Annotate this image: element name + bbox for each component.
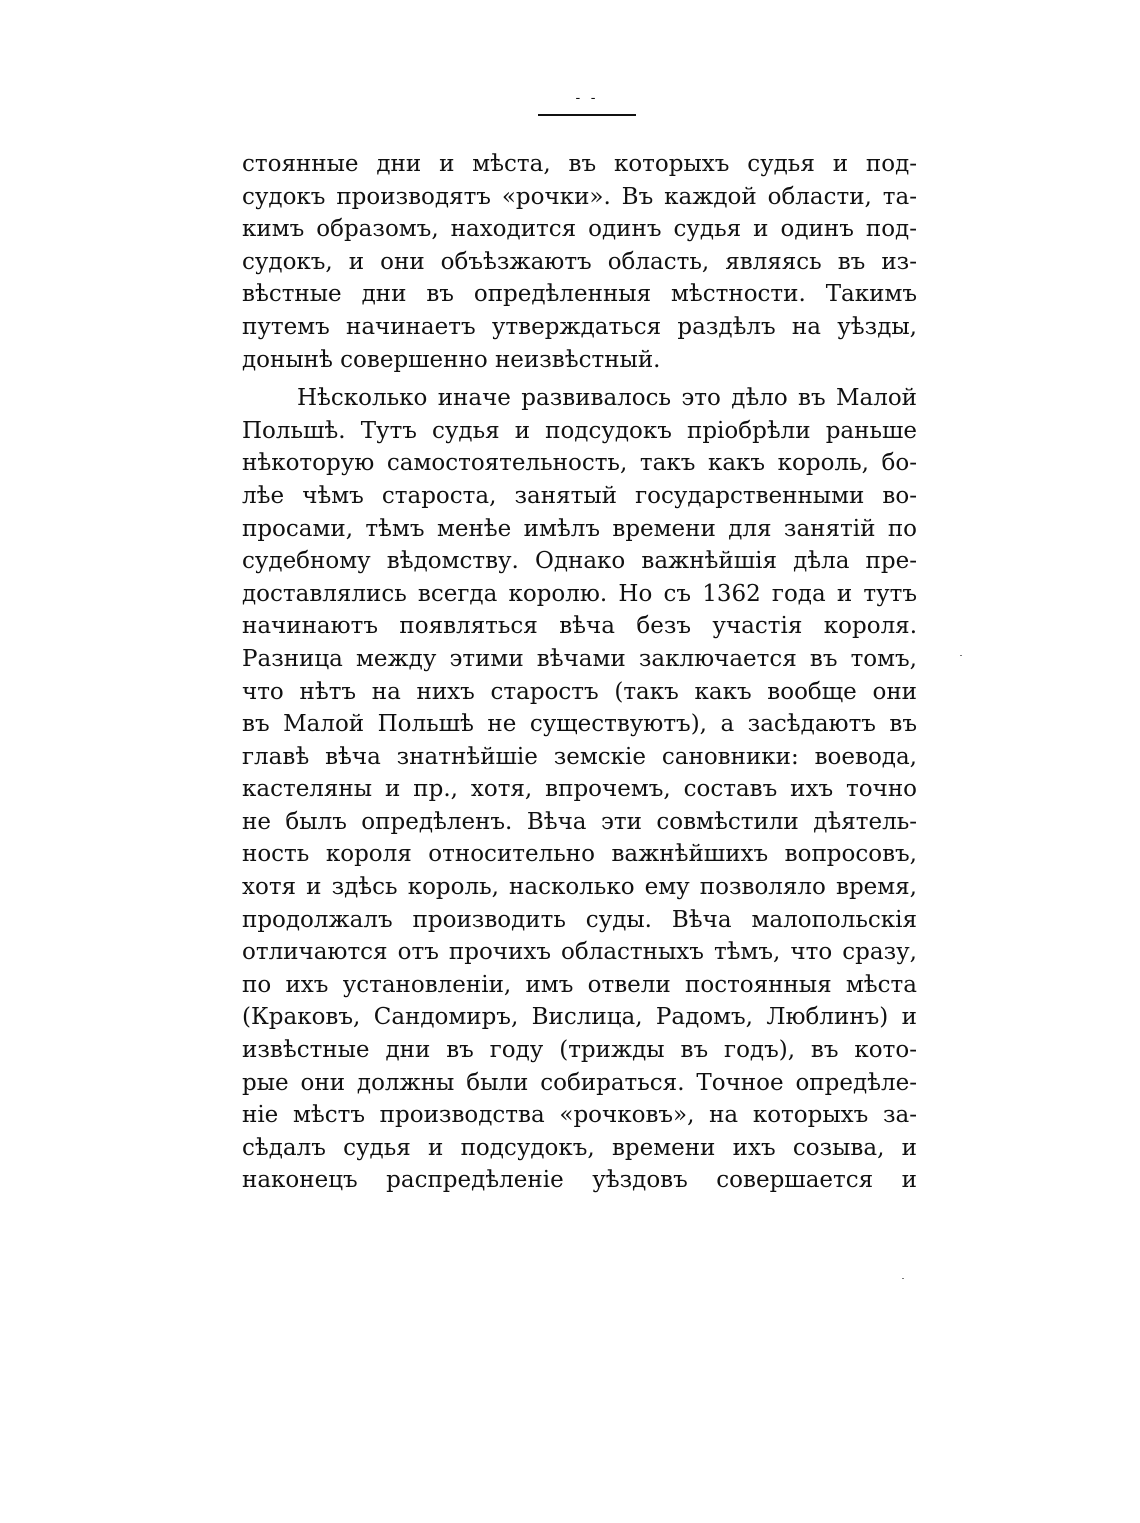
text-line: въ Малой Польшѣ не существуютъ), а засѣдаютъ въ <box>242 711 917 738</box>
text-line: рые они должны были собираться. Точное опредѣле- <box>242 1069 917 1096</box>
text-line: по ихъ установленіи, имъ отвели постоянныя мѣста <box>242 971 917 998</box>
text-line: нѣкоторую самостоятельность, такъ какъ король, бо- <box>242 450 917 477</box>
text-line: хотя и здѣсь король, насколько ему позволяло время, <box>242 874 917 901</box>
text-line: не былъ опредѣленъ. Вѣча эти совмѣстили дѣятель- <box>242 808 917 835</box>
text-line: продолжалъ производить суды. Вѣча малопольскія <box>242 906 917 933</box>
text-line: путемъ начинаетъ утверждаться раздѣлъ на уѣзды, <box>242 313 917 340</box>
paragraph-1 <box>242 148 917 376</box>
text-line: судокъ, и они объѣзжаютъ область, являясь въ из- <box>242 248 917 275</box>
text-line: кастеляны и пр., хотя, впрочемъ, составъ ихъ точно <box>242 776 917 803</box>
text-line: стоянные дни и мѣста, въ которыхъ судья и под- <box>242 151 917 177</box>
text-line: судебному вѣдомству. Однако важнѣйшія дѣла пре- <box>242 548 917 575</box>
text-line: наконецъ распредѣленіе уѣздовъ совершается и <box>242 1167 917 1194</box>
text-line: извѣстные дни въ году (трижды въ годъ), въ кото- <box>242 1037 917 1064</box>
running-head: - - <box>575 90 599 106</box>
text-line: Польшѣ. Тутъ судья и подсудокъ пріобрѣли раньше <box>242 417 917 444</box>
text-line: доставлялись всегда королю. Но съ 1362 года и тутъ <box>242 580 917 607</box>
paragraph-2 <box>242 382 917 1197</box>
text-line: Нѣсколько иначе развивалось это дѣло въ Малой <box>297 385 917 412</box>
text-line: кимъ образомъ, находится одинъ судья и одинъ под- <box>242 216 917 243</box>
text-line: главѣ вѣча знатнѣйшіе земскіе сановники: воевода, <box>242 743 917 770</box>
text-line: (Краковъ, Сандомиръ, Вислица, Радомъ, Люблинъ) и <box>242 1004 917 1031</box>
text-line: просами, тѣмъ менѣе имѣлъ времени для занятій по <box>242 515 917 542</box>
text-line: донынѣ совершенно неизвѣстный. <box>242 346 661 373</box>
scan-speck <box>960 655 962 656</box>
text-line: вѣстные дни въ опредѣленныя мѣстности. Такимъ <box>242 281 917 308</box>
text-line: судокъ производятъ «рочки». Въ каждой области, та- <box>242 183 917 210</box>
text-line: Разница между этими вѣчами заключается въ томъ, <box>242 645 917 672</box>
page-header <box>538 90 636 116</box>
scan-speck <box>902 1278 904 1279</box>
text-line: ность короля относительно важнѣйшихъ вопросовъ, <box>242 841 917 868</box>
text-line: отличаются отъ прочихъ областныхъ тѣмъ, что сразу, <box>242 939 917 966</box>
body-text <box>242 148 917 1197</box>
text-line: сѣдалъ судья и подсудокъ, времени ихъ созыва, и <box>242 1134 917 1161</box>
text-line: лѣе чѣмъ староста, занятый государственными во- <box>242 482 917 509</box>
text-line: начинаютъ появляться вѣча безъ участія короля. <box>242 613 917 640</box>
text-line: что нѣтъ на нихъ старостъ (такъ какъ вообще они <box>242 678 917 705</box>
header-rule <box>538 114 636 116</box>
text-line: ніе мѣстъ производства «рочковъ», на которыхъ за- <box>242 1102 917 1129</box>
